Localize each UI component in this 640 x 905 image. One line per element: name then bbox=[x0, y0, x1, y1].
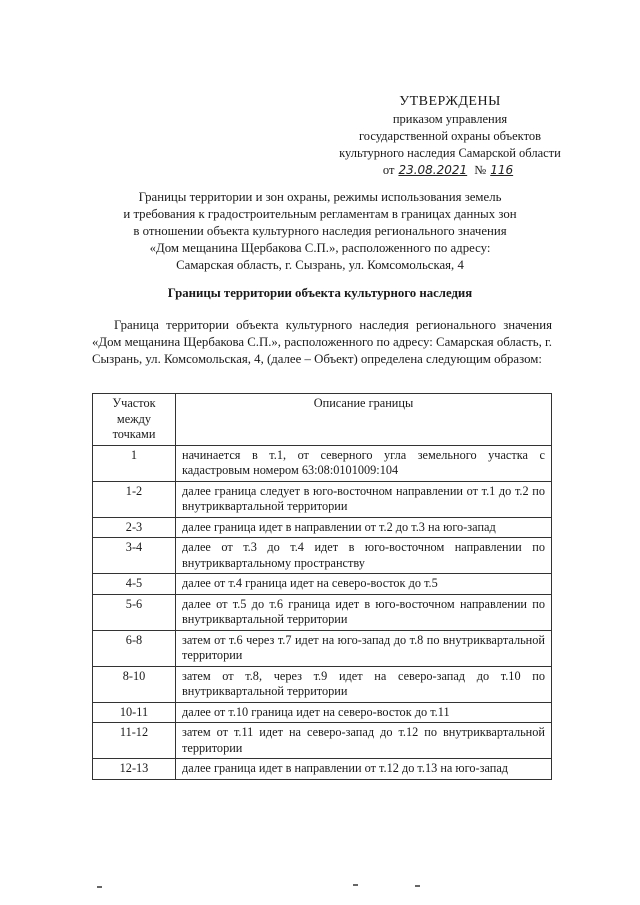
description-cell: затем от т.6 через т.7 идет на юго-запад до т.8 по внутриквартальной территории bbox=[176, 630, 552, 666]
description-cell: далее граница идет в направлении от т.12 до т.13 на юго-запад bbox=[176, 759, 552, 780]
description-cell: далее граница идет в направлении от т.2 до т.3 на юго-запад bbox=[176, 517, 552, 538]
table-row bbox=[93, 445, 552, 481]
order-number: 116 bbox=[490, 163, 514, 177]
scan-mark bbox=[353, 884, 358, 886]
segment-cell: 5-6 bbox=[93, 594, 176, 630]
table-row bbox=[93, 702, 552, 723]
order-number-label: № bbox=[474, 163, 487, 177]
description-cell: далее от т.5 до т.6 граница идет в юго-восточном направлении по внутриквартальной территории bbox=[176, 594, 552, 630]
table-row bbox=[93, 481, 552, 517]
description-cell: затем от т.8, через т.9 идет на северо-запад до т.10 по внутриквартальной территории bbox=[176, 666, 552, 702]
segment-cell: 11-12 bbox=[93, 723, 176, 759]
segment-cell: 10-11 bbox=[93, 702, 176, 723]
intro-paragraph: Граница территории объекта культурного наследия регионального значения «Дом мещанина Щербакова С.П.», расположенного по адресу: Самарская область, г. Сызрань, ул. Комсомольская, 4, (далее – Объект) определена следующим образом: bbox=[92, 318, 552, 366]
scan-mark bbox=[97, 886, 102, 888]
table-row bbox=[93, 723, 552, 759]
document-title-line-2: и требования к градостроительным регламентам в границах данных зон bbox=[123, 207, 517, 221]
order-reference bbox=[383, 162, 517, 179]
description-cell: далее от т.3 до т.4 идет в юго-восточном направлении по внутриквартальному пространству bbox=[176, 538, 552, 574]
description-cell: затем от т.11 идет на северо-запад до т.12 по внутриквартальной территории bbox=[176, 723, 552, 759]
segment-cell: 3-4 bbox=[93, 538, 176, 574]
table-row bbox=[93, 538, 552, 574]
document-title-line-5: Самарская область, г. Сызрань, ул. Комсомольская, 4 bbox=[176, 258, 464, 272]
scan-mark bbox=[415, 885, 420, 887]
header-description: Описание границы bbox=[176, 394, 552, 446]
segment-cell: 1 bbox=[93, 445, 176, 481]
description-cell: далее от т.4 граница идет на северо-восток до т.5 bbox=[176, 574, 552, 595]
document-title-line-4: «Дом мещанина Щербакова С.П.», расположенного по адресу: bbox=[149, 241, 491, 255]
segment-cell: 6-8 bbox=[93, 630, 176, 666]
table-row bbox=[93, 666, 552, 702]
approval-line-2: государственной охраны объектов bbox=[358, 129, 542, 143]
approval-line-1: приказом управления bbox=[392, 112, 508, 126]
section-title: Границы территории объекта культурного наследия bbox=[167, 286, 473, 300]
table-row bbox=[93, 630, 552, 666]
segment-cell: 12-13 bbox=[93, 759, 176, 780]
header-segment: Участок между точками bbox=[93, 394, 176, 446]
approval-heading: УТВЕРЖДЕНЫ bbox=[399, 94, 501, 109]
document-title-line-1: Границы территории и зон охраны, режимы использования земель bbox=[138, 190, 502, 204]
document-title bbox=[95, 189, 545, 274]
table-body bbox=[93, 445, 552, 779]
table-row bbox=[93, 574, 552, 595]
description-cell: далее от т.10 граница идет на северо-восток до т.11 bbox=[176, 702, 552, 723]
approval-block bbox=[300, 93, 600, 179]
boundary-table bbox=[92, 393, 552, 780]
table-header-row bbox=[93, 394, 552, 446]
table-row bbox=[93, 759, 552, 780]
order-date: 23.08.2021 bbox=[398, 163, 468, 177]
order-from-label: от bbox=[382, 163, 395, 177]
description-cell: далее граница следует в юго-восточном направлении от т.1 до т.2 по внутриквартальной территории bbox=[176, 481, 552, 517]
table-row bbox=[93, 594, 552, 630]
segment-cell: 8-10 bbox=[93, 666, 176, 702]
table-row bbox=[93, 517, 552, 538]
approval-line-3: культурного наследия Самарской области bbox=[339, 146, 561, 160]
description-cell: начинается в т.1, от северного угла земельного участка с кадастровым номером 63:08:0101009:104 bbox=[176, 445, 552, 481]
segment-cell: 2-3 bbox=[93, 517, 176, 538]
segment-cell: 4-5 bbox=[93, 574, 176, 595]
document-title-line-3: в отношении объекта культурного наследия регионального значения bbox=[133, 224, 507, 238]
page-bottom-marks bbox=[85, 884, 555, 894]
segment-cell: 1-2 bbox=[93, 481, 176, 517]
